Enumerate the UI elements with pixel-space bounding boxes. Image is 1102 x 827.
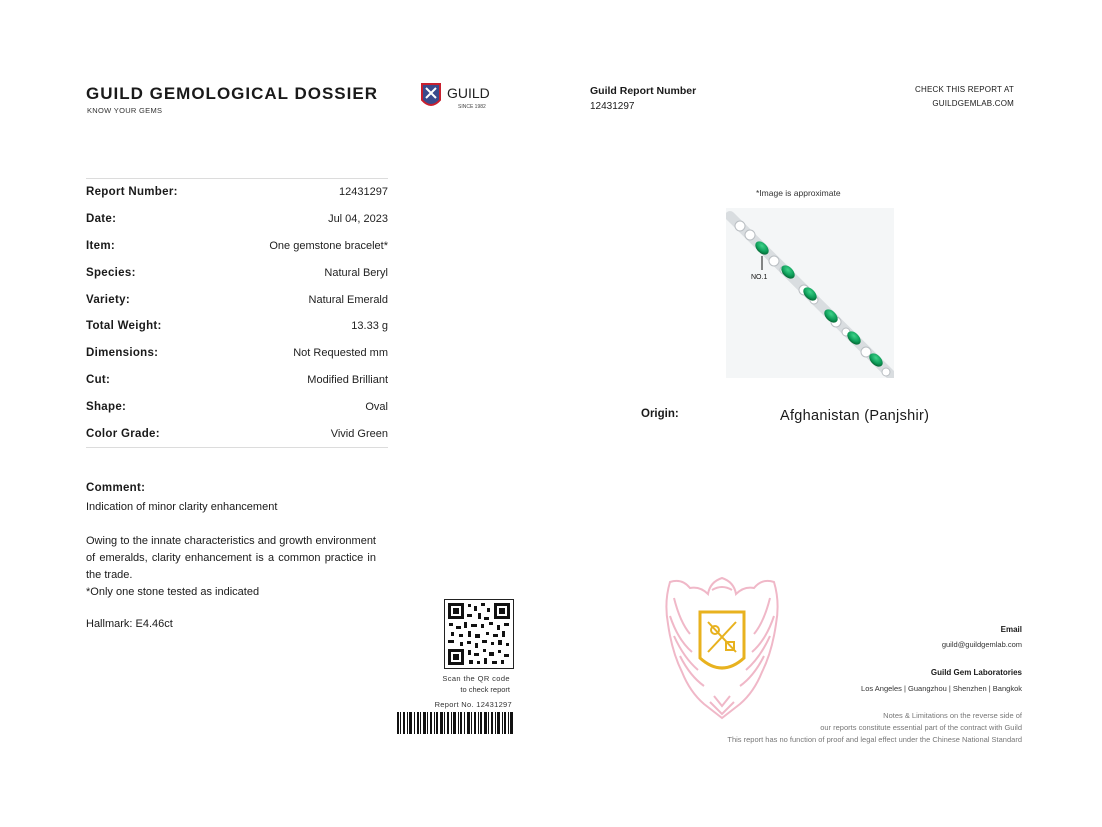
qr-scan-line1: Scan the QR code	[442, 674, 510, 683]
spec-label: Report Number:	[86, 186, 178, 199]
spec-value: Jul 04, 2023	[328, 213, 388, 226]
spec-label: Color Grade:	[86, 427, 160, 440]
email-label: Email	[1000, 625, 1022, 634]
lab-cities: Los Angeles | Guangzhou | Shenzhen | Bangkok	[861, 684, 1022, 693]
guild-logo	[420, 82, 510, 112]
qr-scan-line2: to check report	[460, 685, 510, 694]
guild-seal	[660, 572, 784, 722]
spec-value: Natural Beryl	[324, 266, 388, 279]
origin-value: Afghanistan (Panjshir)	[780, 408, 930, 424]
spec-value: Vivid Green	[330, 427, 388, 440]
spec-label: Total Weight:	[86, 320, 162, 333]
brand-tagline: KNOW YOUR GEMS	[87, 106, 163, 115]
note-line1: Notes & Limitations on the reverse side of	[883, 711, 1022, 720]
comment-note: *Only one stone tested as indicated	[86, 586, 260, 598]
qr-report-number: Report No. 12431297	[434, 700, 512, 709]
note-line3: This report has no function of proof and legal effect under the Chinese National Standard	[727, 735, 1022, 744]
origin-label: Origin:	[641, 408, 679, 420]
barcode	[397, 712, 513, 734]
spec-label: Item:	[86, 239, 115, 252]
image-caption: *Image is approximate	[756, 188, 841, 198]
spec-label: Cut:	[86, 373, 111, 386]
spec-row-report-number	[86, 179, 388, 206]
spec-row-shape	[86, 393, 388, 420]
note-line2: our reports constitute essential part of the contract with Guild	[820, 723, 1022, 732]
spec-value: Oval	[365, 400, 388, 413]
comment-paragraph-text: Owing to the innate characteristics and growth environment of emeralds, clarity enhancement is a common practice in the trade.	[86, 535, 376, 581]
spec-value: Not Requested mm	[293, 347, 388, 360]
spec-label: Shape:	[86, 400, 127, 413]
spec-row-species	[86, 259, 388, 286]
logo-text: GUILD	[447, 85, 490, 101]
spec-row-cut	[86, 367, 388, 394]
spec-label: Species:	[86, 266, 136, 279]
spec-row-item	[86, 233, 388, 260]
report-number-value: 12431297	[590, 101, 635, 112]
report-number-label: Guild Report Number	[590, 85, 697, 97]
check-report-link[interactable]: GUILDGEMLAB.COM	[932, 99, 1014, 108]
photo-marker: NO.1	[751, 274, 768, 281]
spec-row-date	[86, 206, 388, 233]
spec-label: Variety:	[86, 293, 130, 306]
spec-row-total-weight	[86, 313, 388, 340]
lab-name: Guild Gem Laboratories	[930, 668, 1022, 677]
spec-value: One gemstone bracelet*	[269, 239, 388, 252]
qr-code[interactable]	[444, 599, 514, 669]
brand-title: GUILD GEMOLOGICAL DOSSIER	[86, 84, 378, 103]
bracelet-photo	[726, 208, 894, 378]
spec-row-variety	[86, 286, 388, 313]
specs-table	[86, 178, 388, 448]
spec-row-color-grade	[86, 420, 388, 447]
logo-since: SINCE 1982	[458, 104, 486, 110]
spec-label: Date:	[86, 213, 117, 226]
check-report-line1: CHECK THIS REPORT AT	[915, 85, 1014, 94]
spec-label: Dimensions:	[86, 347, 159, 360]
spec-value: 12431297	[339, 186, 388, 199]
spec-value: Modified Brilliant	[307, 373, 388, 386]
hallmark: Hallmark: E4.46ct	[86, 618, 173, 630]
email-link[interactable]: guild@guildgemlab.com	[941, 640, 1022, 649]
comment-paragraph	[86, 533, 376, 601]
spec-row-dimensions	[86, 340, 388, 367]
comment-title: Comment:	[86, 482, 146, 494]
comment-line: Indication of minor clarity enhancement	[86, 501, 278, 513]
spec-value: 13.33 g	[351, 320, 388, 333]
spec-value: Natural Emerald	[308, 293, 388, 306]
